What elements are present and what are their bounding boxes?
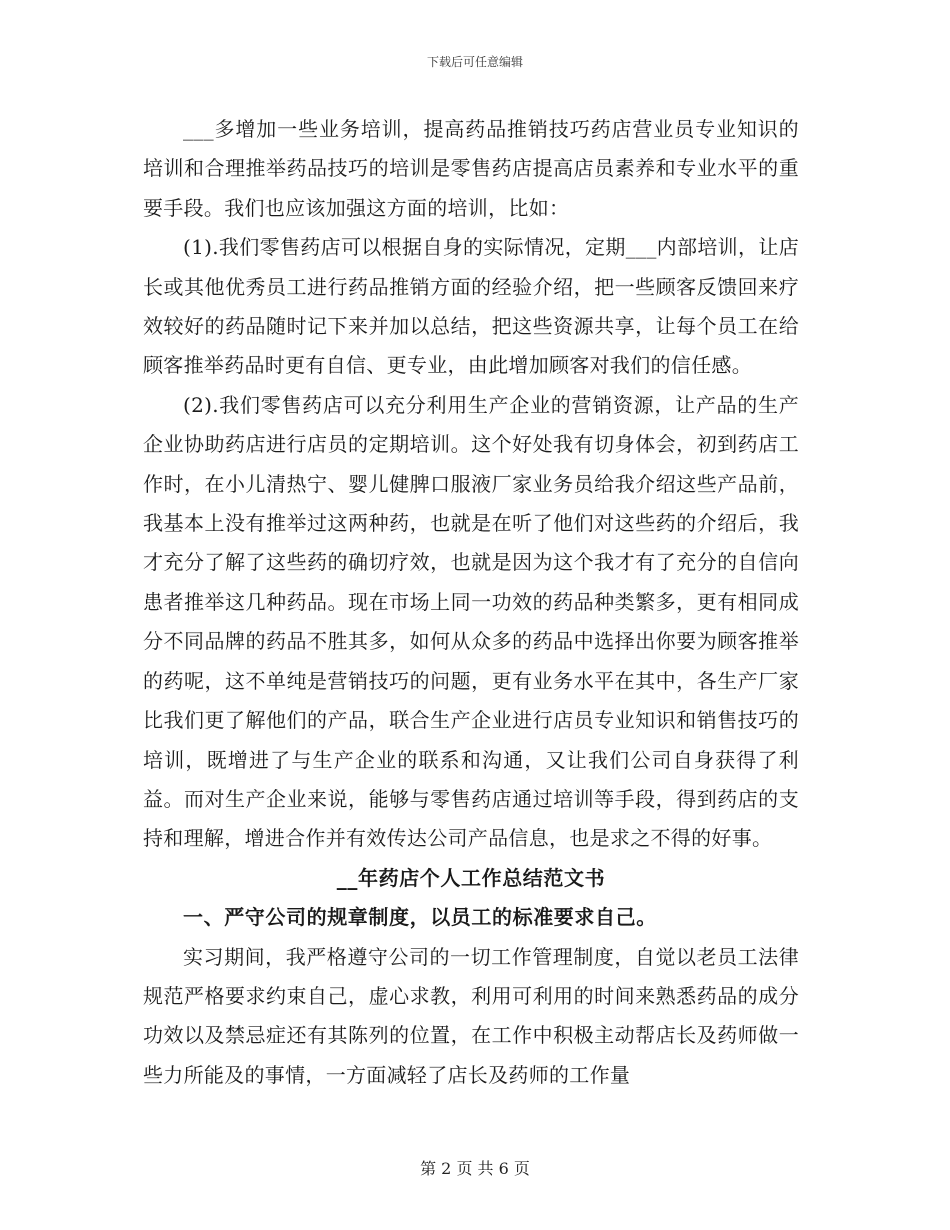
paragraph-internal-training: (1).我们零售药店可以根据自身的实际情况，定期___内部培训，让店长或其他优秀员工进行药品推销方面的经验介绍，把一些顾客反馈回来疗效较好的药品随时记下来并加以总结，把这些资源共享，让每个员工在给顾客推举药品时更有自信、更专业，由此增加顾客对我们的信任感。 bbox=[143, 235, 799, 378]
document-title: __年药店个人工作总结范文书 bbox=[336, 865, 606, 890]
paragraph-training-intro: ___多增加一些业务培训，提高药品推销技巧药店营业员专业知识的培训和合理推举药品技巧的培训是零售药店提高店员素养和专业水平的重要手段。我们也应该加强这方面的培训，比如： bbox=[143, 117, 799, 220]
paragraph-internship: 实习期间，我严格遵守公司的一切工作管理制度，自觉以老员工法律规范严格要求约束自己，虚心求教，利用可利用的时间来熟悉药品的成分功效以及禁忌症还有其陈列的位置，在工作中积极主动帮店长及药师做一些力所能及的事情，一方面减轻了店长及药师的工作量 bbox=[143, 944, 799, 1087]
paragraph-manufacturer-training: (2).我们零售药店可以充分利用生产企业的营销资源，让产品的生产企业协助药店进行店员的定期培训。这个好处我有切身体会，初到药店工作时，在小儿清热宁、婴儿健脾口服液厂家业务员给我介绍这些产品前，我基本上没有推举过这两种药，也就是在听了他们对这些药的介绍后，我才充分了解了这些药的确切疗效，也就是因为这个我才有了充分的自信向患者推举这几种药品。现在市场上同一功效的药品种类繁多，更有相同成分不同品牌的药品不胜其多，如何从众多的药品中选择出你要为顾客推举的药呢，这不单纯是营销技巧的问题，更有业务水平在其中，各生产厂家比我们更了解他们的产品，联合生产企业进行店员专业知识和销售技巧的培训，既增进了与生产企业的联系和沟通，又让我们公司自身获得了利益。而对生产企业来说，能够与零售药店通过培训等手段，得到药店的支持和理解，增进合作并有效传达公司产品信息，也是求之不得的好事。 bbox=[143, 392, 799, 851]
document-body bbox=[143, 110, 799, 1095]
section-heading: 一、严守公司的规章制度，以员工的标准要求自己。 bbox=[183, 905, 657, 930]
header-note: 下载后可任意编辑 bbox=[426, 55, 523, 69]
page-number: 第 2 页 共 6 页 bbox=[420, 1159, 530, 1178]
